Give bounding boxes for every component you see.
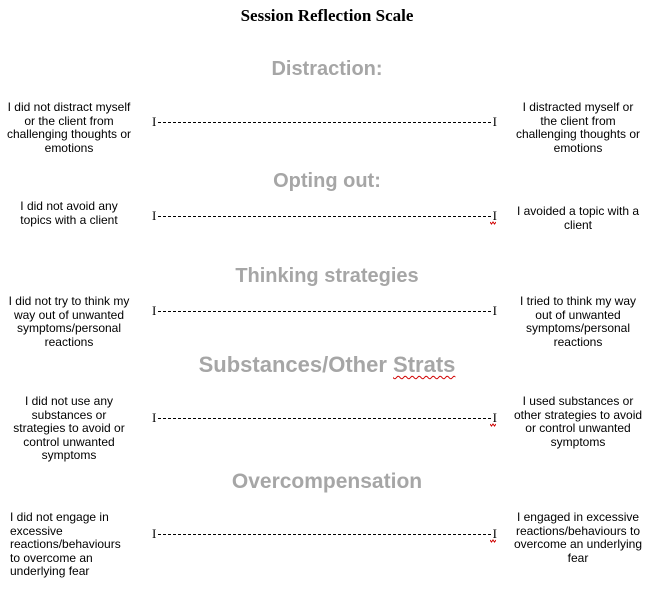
right-anchor-overcompensation: I engaged in excessive reactions/behaviours to overcome an underlying fear	[513, 510, 643, 565]
scale-end-marker: I	[492, 526, 497, 541]
scale-end-marker: I	[492, 208, 497, 223]
scale-dashed-line	[158, 534, 491, 535]
scale-distraction	[152, 114, 497, 130]
page-title: Session Reflection Scale	[240, 6, 414, 25]
scale-start-marker: I	[152, 526, 157, 541]
scale-end-marker: I	[492, 410, 497, 425]
scale-end-marker: I	[492, 114, 497, 129]
left-anchor-distraction: I did not distract myself or the client from challenging thoughts or emotions	[6, 100, 132, 155]
section-heading-opting-out: Opting out:	[273, 170, 381, 192]
left-anchor-overcompensation: I did not engage in excessive reactions/behaviours to overcome an underlying fear	[10, 510, 121, 578]
section-heading-overcompensation: Overcompensation	[231, 470, 423, 493]
right-anchor-opting-out: I avoided a topic with a client	[516, 204, 640, 232]
scale-overcompensation	[152, 526, 497, 542]
left-anchor-thinking-strategies: I did not try to think my way out of unwanted symptoms/personal reactions	[8, 294, 130, 349]
scale-dashed-line	[158, 418, 491, 419]
right-anchor-substances: I used substances or other strategies to avoid or control unwanted symptoms	[513, 394, 643, 449]
scale-start-marker: I	[152, 410, 157, 425]
scale-start-marker: I	[152, 303, 157, 318]
scale-dashed-line	[158, 122, 491, 123]
spellcheck-squiggle-icon	[490, 221, 496, 225]
spellcheck-flagged-word: Strats	[393, 352, 456, 377]
spellcheck-squiggle-icon	[490, 539, 496, 543]
scale-dashed-line	[158, 216, 491, 217]
section-heading-distraction: Distraction:	[271, 58, 383, 80]
left-anchor-substances: I did not use any substances or strategies to avoid or control unwanted symptoms	[13, 394, 125, 462]
scale-dashed-line	[158, 311, 491, 312]
scale-start-marker: I	[152, 208, 157, 223]
right-anchor-distraction: I distracted myself or the client from challenging thoughts or emotions	[515, 100, 641, 155]
right-anchor-thinking-strategies: I tried to think my way out of unwanted symptoms/personal reactions	[519, 294, 637, 349]
scale-thinking-strategies	[152, 303, 497, 319]
scale-substances	[152, 410, 497, 426]
left-anchor-opting-out: I did not avoid any topics with a client	[20, 199, 118, 227]
section-heading-thinking-strategies: Thinking strategies	[235, 265, 419, 287]
scale-start-marker: I	[152, 114, 157, 129]
spellcheck-squiggle-icon	[490, 423, 496, 427]
section-heading-substances	[0, 352, 654, 378]
scale-opting-out	[152, 208, 497, 224]
heading-text: Substances/Other	[198, 352, 394, 377]
scale-end-marker: I	[492, 303, 497, 318]
